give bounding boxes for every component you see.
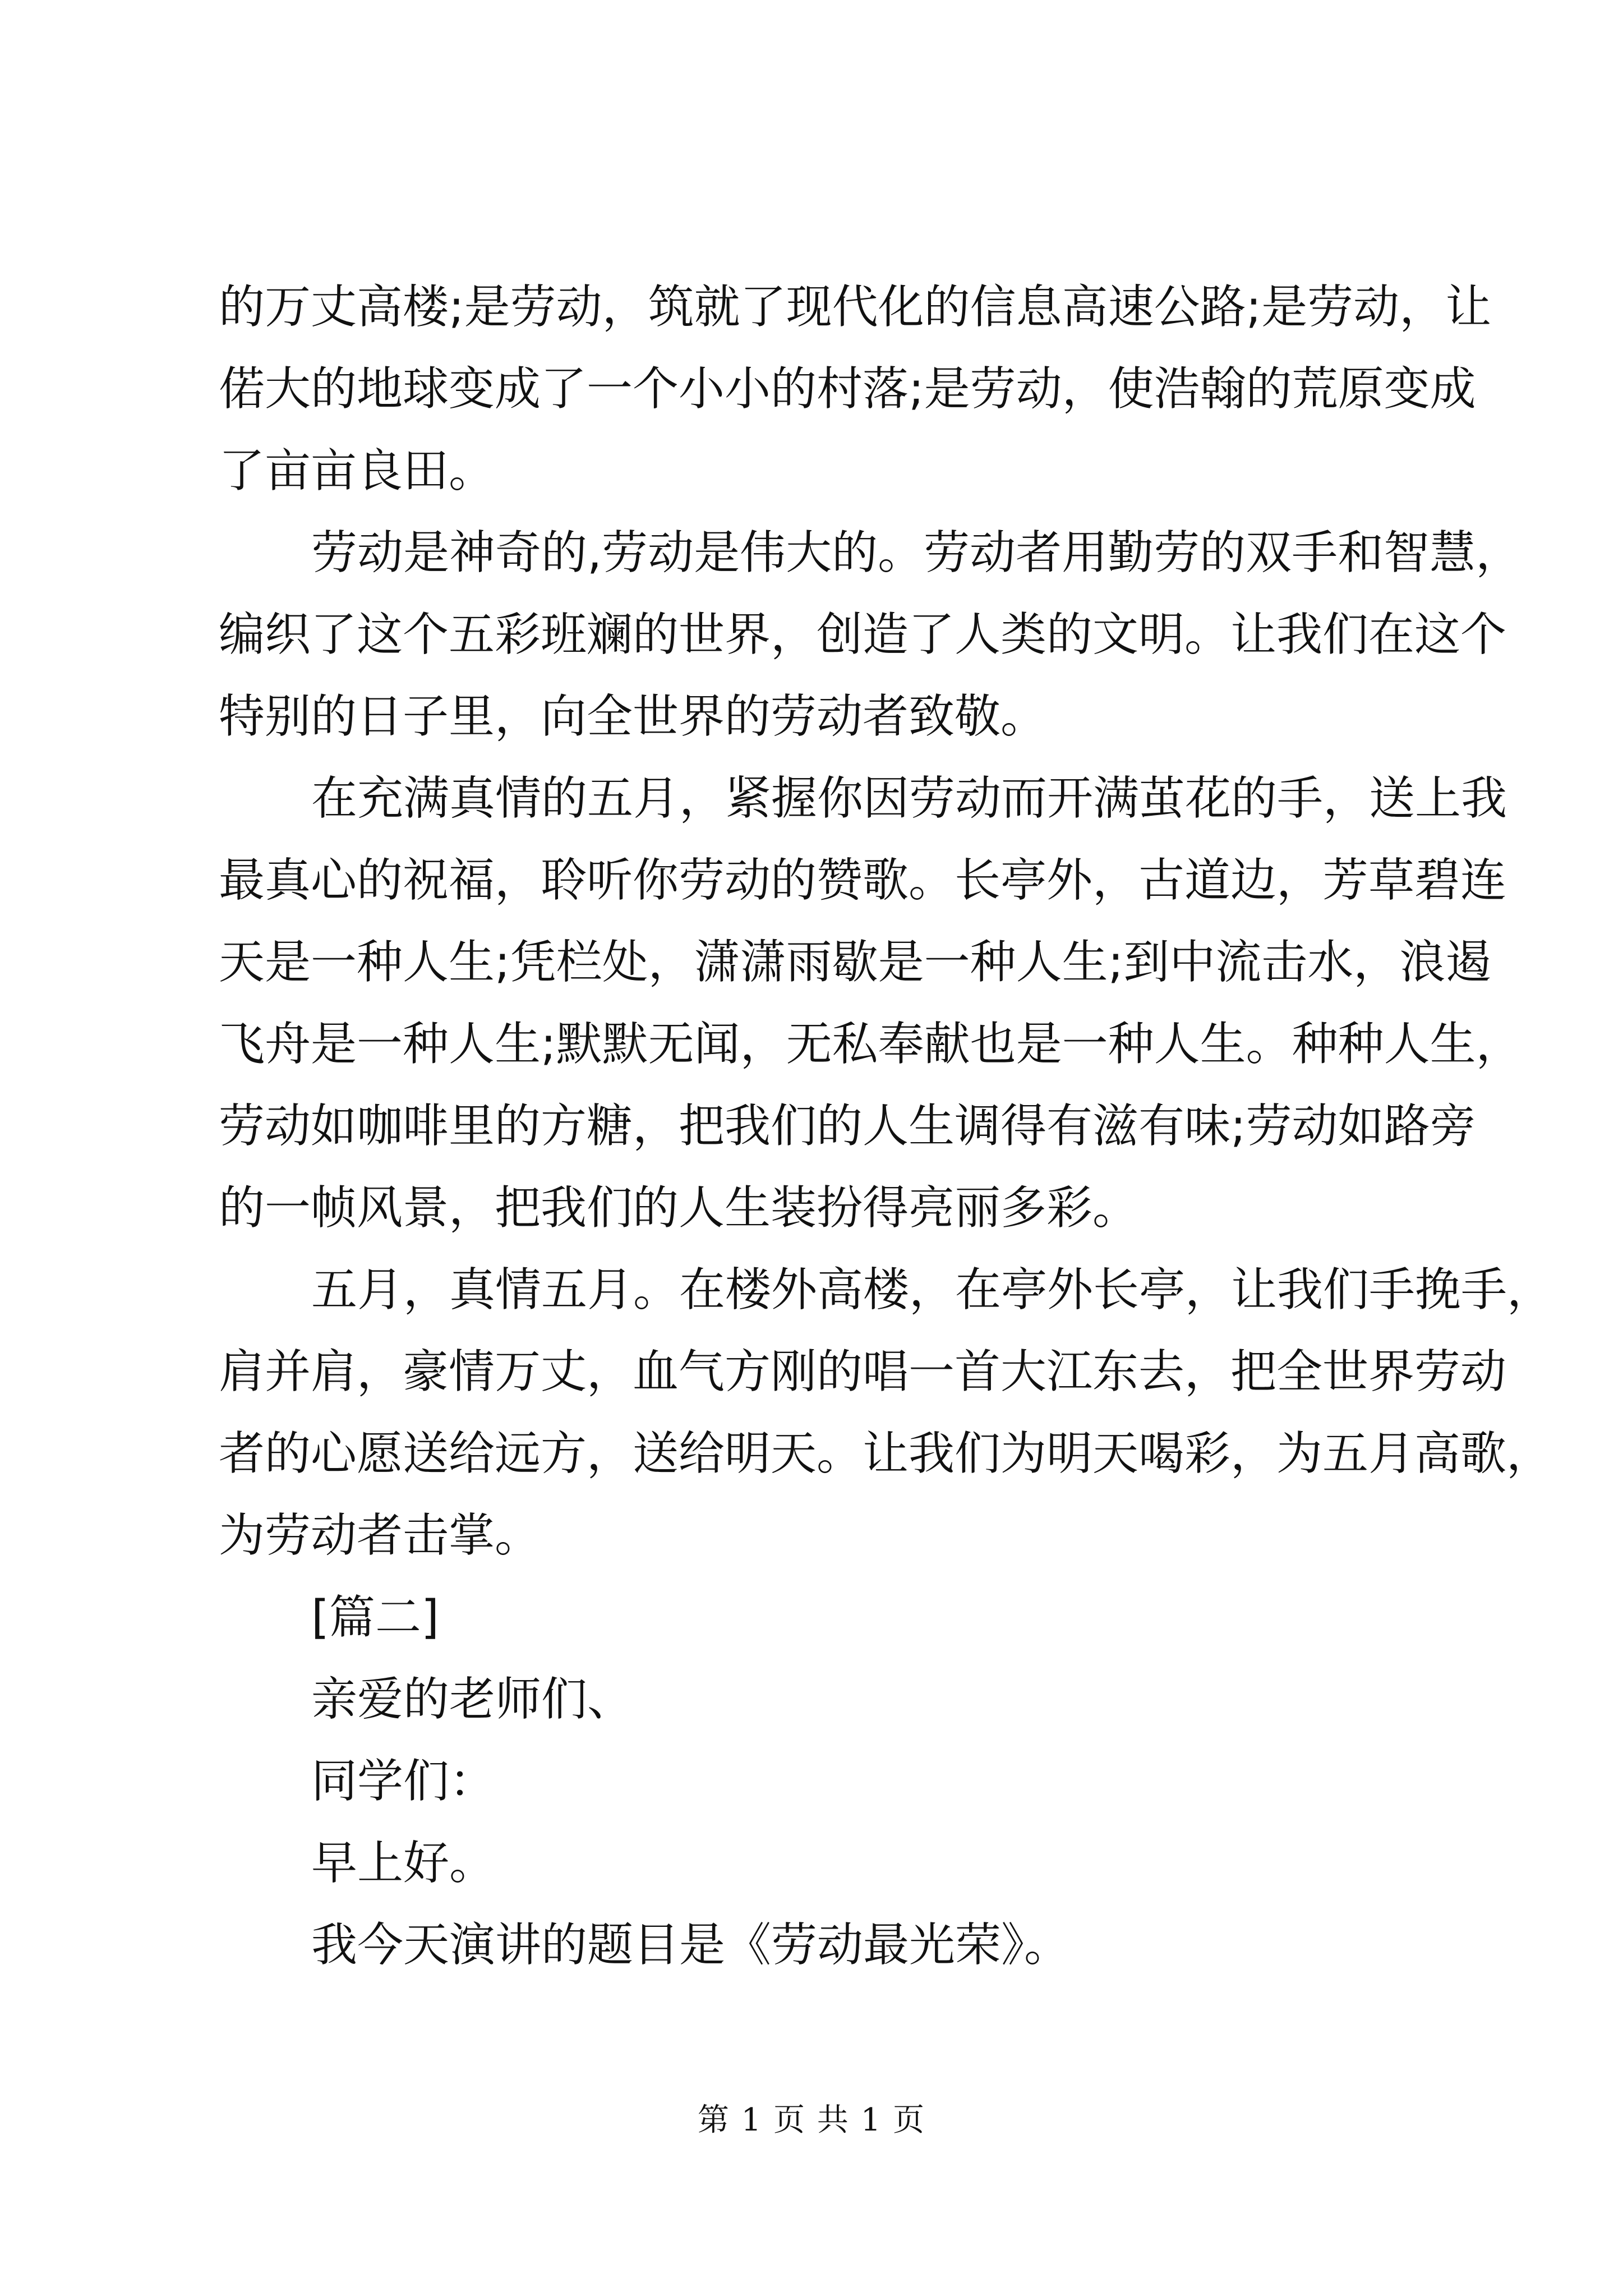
paragraph — [219, 266, 1492, 512]
text-line: 者的心愿送给远方，送给明天。让我们为明天喝彩，为五月高歌， — [219, 1427, 1553, 1480]
salutation-line: 亲爱的老师们、 — [311, 1673, 634, 1726]
text-line: 为劳动者击掌。 — [219, 1509, 541, 1562]
text-line: 的一帧风景，把我们的人生装扮得亮丽多彩。 — [219, 1181, 1139, 1235]
text-line: 偌大的地球变成了一个小小的村落;是劳动，使浩翰的荒原变成 — [219, 362, 1476, 416]
text-line: 最真心的祝福，聆听你劳动的赞歌。长亭外，古道边，芳草碧连 — [219, 854, 1507, 907]
greeting-line: 早上好。 — [311, 1837, 496, 1890]
text-line: 了亩亩良田。 — [219, 444, 495, 498]
text-line: 天是一种人生;凭栏处，潇潇雨歇是一种人生;到中流击水，浪遏 — [219, 936, 1492, 989]
page-number-footer: 第 1 页 共 1 页 — [697, 2102, 926, 2138]
text-line: 编织了这个五彩班斓的世界，创造了人类的文明。让我们在这个 — [219, 608, 1507, 661]
text-line: 在充满真情的五月，紧握你因劳动而开满茧花的手，送上我 — [311, 772, 1507, 825]
document-body — [219, 266, 1553, 1986]
text-line: 的万丈高楼;是劳动，筑就了现代化的信息高速公路;是劳动，让 — [219, 280, 1492, 334]
text-line: 肩并肩，豪情万丈，血气方刚的唱一首大江东去，把全世界劳动 — [219, 1345, 1507, 1398]
paragraph — [219, 758, 1522, 1249]
section-heading: [篇二] — [311, 1591, 439, 1644]
paragraph — [219, 1249, 1553, 1577]
speech-title-line: 我今天演讲的题目是《劳动最光荣》。 — [311, 1918, 1071, 1972]
text-line: 劳动是神奇的,劳动是伟大的。劳动者用勤劳的双手和智慧， — [311, 526, 1522, 579]
text-line: 劳动如咖啡里的方糖，把我们的人生调得有滋有味;劳动如路旁 — [219, 1099, 1476, 1153]
text-line: 飞舟是一种人生;默默无闻，无私奉献也是一种人生。种种人生， — [219, 1018, 1522, 1071]
salutation-line: 同学们： — [311, 1755, 496, 1808]
text-line: 特别的日子里，向全世界的劳动者致敬。 — [219, 690, 1047, 743]
paragraph — [219, 512, 1522, 758]
text-line: 五月，真情五月。在楼外高楼，在亭外长亭，让我们手挽手， — [311, 1263, 1553, 1317]
